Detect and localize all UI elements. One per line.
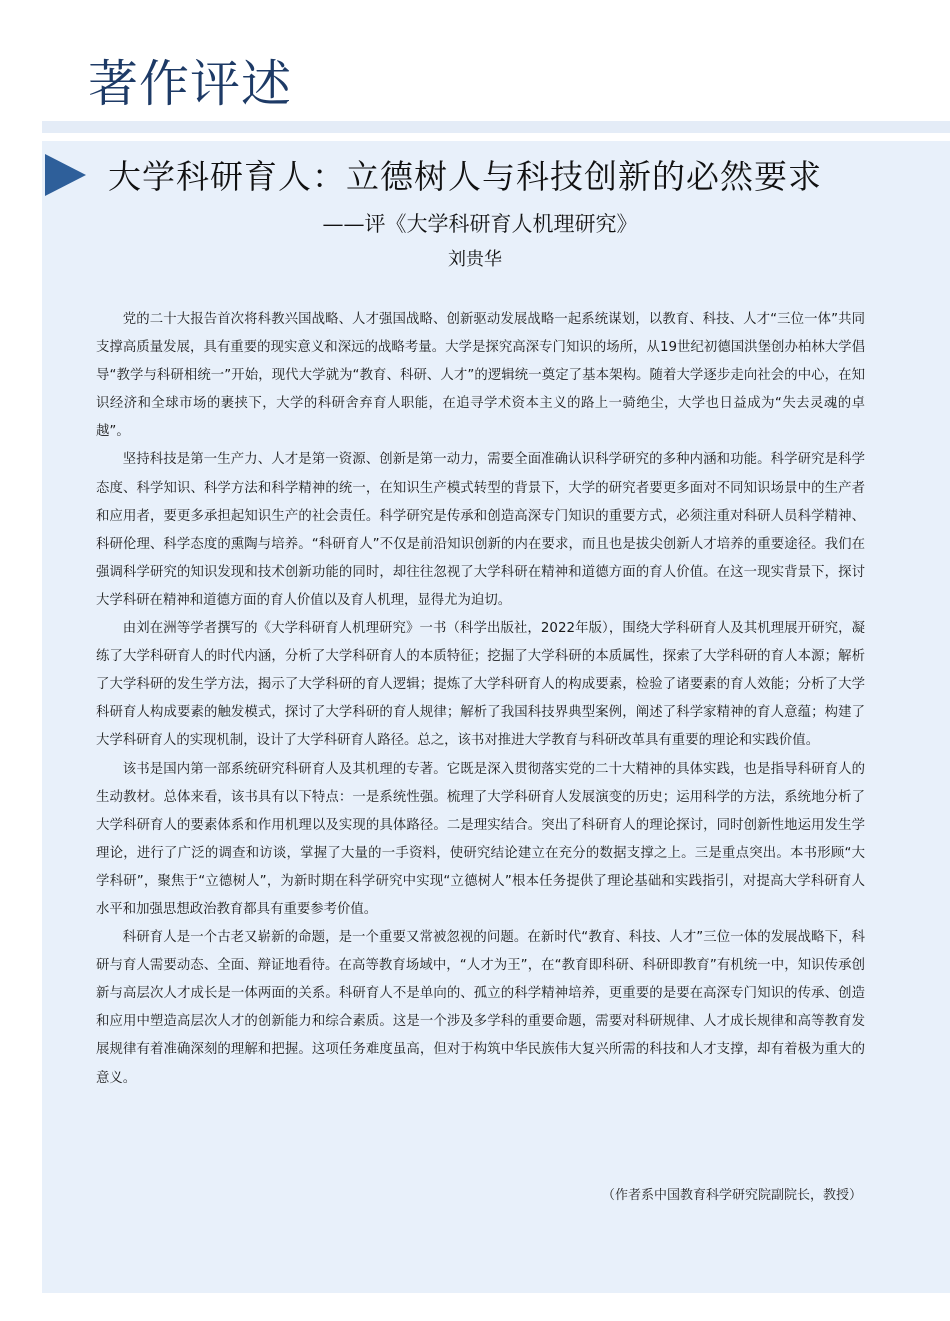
body-paragraph: 该书是国内第一部系统研究科研育人及其机理的专著。它既是深入贯彻落实党的二十大精神的具体实践，也是指导科研育人的生动教材。总体来看，该书具有以下特点：一是系统性强。梳理了大学科研育人发展演变的历史；运用科学的方法，系统地分析了大学科研育人的要素体系和作用机理以及实现的具体路径。二是理实结合。突出了科研育人的理论探讨，同时创新性地运用发生学理论，进行了广泛的调查和访谈，掌握了大量的一手资料，使研究结论建立在充分的数据支撑之上。三是重点突出。本书形顾“大学科研”，聚焦于“立德树人”，为新时期在科学研究中实现“立德树人”根本任务提供了理论基础和实践指引，对提高大学科研育人水平和加强思想政治教育都具有重要参考价值。 xyxy=(96,761,865,917)
author-affiliation: （作者系中国教育科学研究院副院长，教授） xyxy=(601,1188,862,1203)
body-paragraph: 党的二十大报告首次将科教兴国战略、人才强国战略、创新驱动发展战略一起系统谋划，以教育、科技、人才“三位一体”共同支撑高质量发展，具有重要的现实意义和深远的战略考量。大学是探究高深专门知识的场所，从19世纪初德国洪堡创办柏林大学倡导“教学与科研相统一”开始，现代大学就为“教育、科研、人才”的逻辑统一奠定了基本架构。随着大学逐步走向社会的中心，在知识经济和全球市场的裹挟下，大学的科研舍弃育人职能，在追寻学术资本主义的路上一骑绝尘，大学也日益成为“失去灵魂的卓越”。 xyxy=(96,312,865,440)
body-paragraph: 由刘在洲等学者撰写的《大学科研育人机理研究》一书（科学出版社，2022年版），围绕大学科研育人及其机理展开研究，凝练了大学科研育人的时代内涵，分析了大学科研育人的本质特征；挖掘了大学科研的本质属性，探索了大学科研的育人本源；解析了大学科研的发生学方法，揭示了大学科研的育人逻辑；提炼了大学科研育人的构成要素，检验了诸要素的育人效能；分析了大学科研育人构成要素的触发模式，探讨了大学科研的育人规律；解析了我国科技界典型案例，阐述了科学家精神的育人意蕴；构建了大学科研育人的实现机制，设计了大学科研育人路径。总之，该书对推进大学教育与科研改革具有重要的理论和实践价值。 xyxy=(96,621,865,749)
article-author: 刘贵华 xyxy=(448,249,502,270)
title-marker-triangle-icon xyxy=(45,154,86,196)
body-paragraph: 坚持科技是第一生产力、人才是第一资源、创新是第一动力，需要全面准确认识科学研究的多种内涵和功能。科学研究是科学态度、科学知识、科学方法和科学精神的统一，在知识生产模式转型的背景下，大学的研究者要更多面对不同知识场景中的生产者和应用者，要更多承担起知识生产的社会责任。科学研究是传承和创造高深专门知识的重要方式，必须注重对科研人员科学精神、科研伦理、科学态度的熏陶与培养。“科研育人”不仅是前沿知识创新的内在要求，而且也是拔尖创新人才培养的重要途径。我们在强调科学研究的知识发现和技术创新功能的同时，却往往忽视了大学科研在精神和道德方面的育人价值。在这一现实背景下，探讨大学科研在精神和道德方面的育人价值以及育人机理，显得尤为迫切。 xyxy=(96,452,865,608)
article-body xyxy=(96,306,865,1093)
article-title: 大学科研育人：立德树人与科技创新的必然要求 xyxy=(108,157,822,196)
body-paragraph: 科研育人是一个古老又崭新的命题，是一个重要又常被忽视的问题。在新时代“教育、科技、人才”三位一体的发展战略下，科研与育人需要动态、全面、辩证地看待。在高等教育场域中，“人才为王”，在“教育即科研、科研即教育”有机统一中，知识传承创新与高层次人才成长是一体两面的关系。科研育人不是单向的、孤立的科学精神培养，更重要的是要在高深专门知识的传承、创造和应用中塑造高层次人才的创新能力和综合素质。这是一个涉及多学科的重要命题，需要对科研规律、人才成长规律和高等教育发展规律有着准确深刻的理解和把握。这项任务难度虽高，但对于构筑中华民族伟大复兴所需的科技和人才支撑，却有着极为重大的意义。 xyxy=(96,930,865,1086)
article-subtitle: ——评《大学科研育人机理研究》 xyxy=(322,212,638,236)
section-header: 著作评述 xyxy=(88,55,292,113)
header-divider-band xyxy=(42,121,950,133)
